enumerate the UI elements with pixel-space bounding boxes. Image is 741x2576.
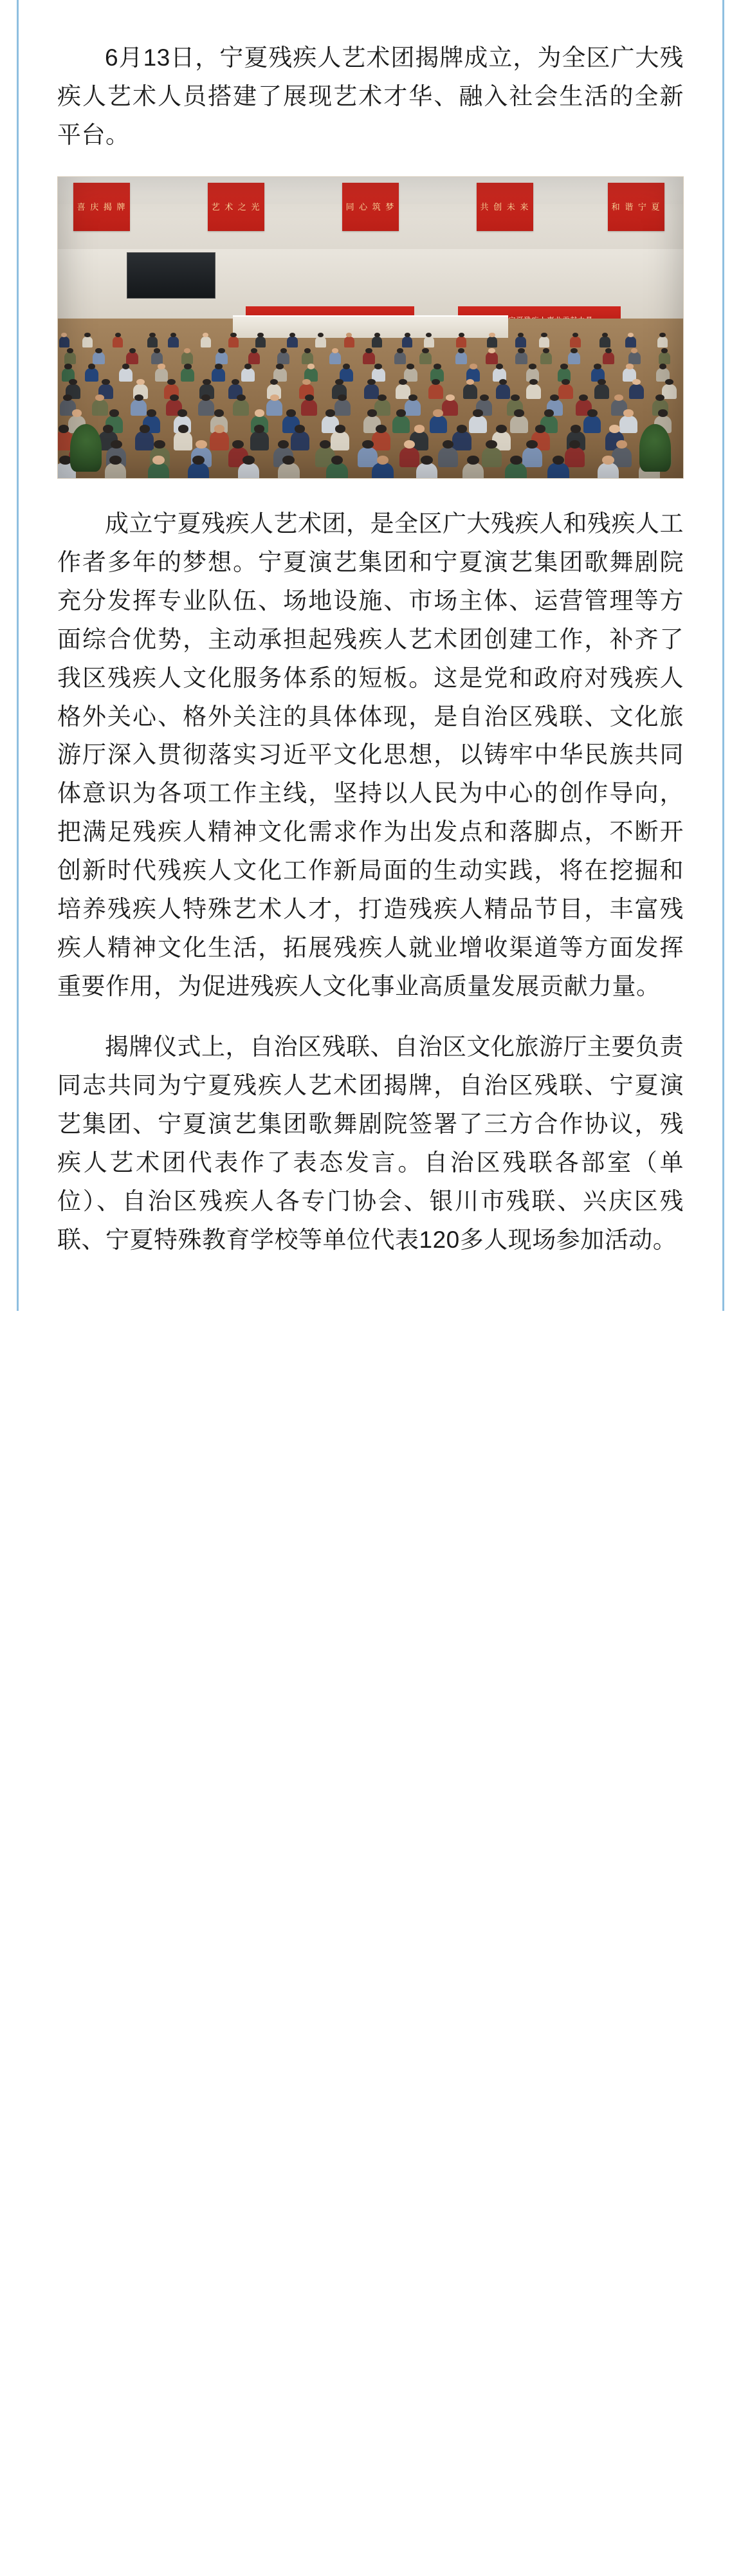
photo-audience-head bbox=[541, 333, 547, 337]
photo-audience-person bbox=[93, 352, 105, 364]
photo-audience-person bbox=[558, 384, 573, 399]
photo-audience-head bbox=[602, 456, 614, 465]
photo-audience-person bbox=[363, 352, 375, 364]
photo-audience-person bbox=[250, 431, 269, 450]
photo-audience-person bbox=[430, 416, 447, 433]
photo-audience-person bbox=[659, 352, 671, 364]
photo-audience-head bbox=[446, 394, 455, 402]
photo-audience-person bbox=[419, 352, 432, 364]
photo-audience-person bbox=[119, 368, 133, 382]
photo-audience-head bbox=[571, 348, 577, 353]
photo-audience-head bbox=[122, 364, 130, 369]
photo-audience-head bbox=[408, 394, 417, 402]
photo-audience-person bbox=[599, 337, 610, 347]
photo-audience-head bbox=[659, 364, 667, 369]
photo-audience-head bbox=[242, 456, 255, 465]
photo-audience-person bbox=[603, 352, 615, 364]
photo-audience-person bbox=[302, 352, 314, 364]
photo-audience-head bbox=[632, 379, 641, 385]
photo-audience-person bbox=[248, 352, 261, 364]
photo-audience-person bbox=[463, 384, 478, 399]
photo-audience-person bbox=[505, 463, 526, 477]
photo-audience-head bbox=[571, 425, 581, 432]
photo-audience-head bbox=[414, 425, 425, 432]
photo-audience-head bbox=[332, 348, 338, 353]
photo-audience-head bbox=[111, 440, 122, 449]
photo-audience-head bbox=[422, 348, 428, 353]
photo-audience-head bbox=[343, 364, 351, 369]
photo-audience-head bbox=[129, 348, 136, 353]
photo-audience-person bbox=[515, 337, 526, 347]
photo-audience-person bbox=[344, 337, 355, 347]
photo-audience-person bbox=[372, 463, 393, 477]
photo-audience-head bbox=[496, 425, 506, 432]
photo-audience-head bbox=[374, 364, 382, 369]
photo-audience-head bbox=[470, 364, 477, 369]
photo-audience-person bbox=[331, 431, 349, 450]
article-body bbox=[17, 0, 724, 1311]
photo-screen bbox=[127, 252, 215, 299]
photo-banner-2: 艺 术 之 光 bbox=[208, 183, 264, 231]
photo-audience-head bbox=[365, 348, 372, 353]
photo-audience-head bbox=[149, 333, 155, 337]
photo-audience-head bbox=[140, 425, 150, 432]
photo-audience-head bbox=[376, 425, 386, 432]
photo-plant-left bbox=[70, 424, 102, 472]
photo-audience-person bbox=[135, 431, 154, 450]
photo-audience-head bbox=[215, 364, 223, 369]
photo-audience-head bbox=[178, 425, 188, 432]
photo-audience-person bbox=[657, 337, 668, 347]
photo-audience-person bbox=[126, 352, 138, 364]
photo-audience-person bbox=[424, 337, 435, 347]
photo-audience-head bbox=[377, 456, 389, 465]
paragraph-2: 成立宁夏残疾人艺术团，是全区广大残疾人和残疾人工作者多年的梦想。宁夏演艺集团和宁夏演艺集团歌舞剧院充分发挥专业队伍、场地设施、市场主体、运营管理等方面综合优势，主动承担起残疾人艺术团创建工作，补齐了我区残疾人文化服务体系的短板。这是党和政府对残疾人格外关心、格外关注的具体体现，是自治区残联、文化旅游厅深入贯彻落实习近平文化思想，以铸牢中华民族共同体意识为各项工作主线，坚持以人民为中心的创作导向，把满足残疾人精神文化需求作为出发点和落脚点，不断开创新时代残疾人文化工作新局面的生动实践，将在挖掘和培养残疾人特殊艺术人才，打造残疾人精品节目，丰富残疾人精神文化生活，拓展残疾人就业增收渠道等方面发挥重要作用，为促进残疾人文化事业高质量发展贡献力量。 bbox=[57, 510, 684, 1000]
photo-banner-4: 共 创 未 来 bbox=[477, 183, 533, 231]
article-figure bbox=[57, 176, 684, 479]
photo-audience-person bbox=[105, 463, 126, 477]
photo-audience-head bbox=[84, 333, 90, 337]
photo-audience-head bbox=[623, 409, 633, 416]
photo-audience-person bbox=[628, 352, 641, 364]
photo-audience-head bbox=[658, 409, 668, 416]
photo-audience-head bbox=[214, 409, 224, 416]
photo-audience-person bbox=[85, 368, 98, 382]
photo-audience-head bbox=[214, 425, 224, 432]
photo-audience-head bbox=[109, 409, 119, 416]
photo-audience-person bbox=[233, 400, 249, 416]
photo-audience-person bbox=[482, 447, 502, 468]
photo-audience-person bbox=[428, 384, 443, 399]
photo-audience-head bbox=[421, 456, 433, 465]
photo-audience-head bbox=[661, 348, 668, 353]
photo-audience-head bbox=[433, 409, 443, 416]
photo-audience-person bbox=[212, 368, 225, 382]
photo-audience-person bbox=[594, 384, 609, 399]
photo-audience-head bbox=[167, 379, 176, 385]
photo-audience-person bbox=[496, 384, 511, 399]
photo-audience-person bbox=[181, 368, 194, 382]
photo-audience-head bbox=[434, 364, 441, 369]
photo-plant-right bbox=[639, 424, 671, 472]
photo-audience-person bbox=[131, 400, 147, 416]
photo-banner-1: 喜 庆 揭 牌 bbox=[73, 183, 129, 231]
photo-audience-person bbox=[168, 337, 179, 347]
photo-audience-head bbox=[562, 379, 570, 385]
photo-audience-person bbox=[329, 352, 342, 364]
photo-audience-head bbox=[396, 409, 406, 416]
photo-audience-head bbox=[543, 348, 549, 353]
photo-audience-head bbox=[305, 394, 314, 402]
paragraph-1: 6月13日，宁夏残疾人艺术团揭牌成立，为全区广大残疾人艺术人员搭建了展现艺术才华、融入社会生活的全新平台。 bbox=[57, 44, 684, 148]
photo-audience-person bbox=[198, 400, 214, 416]
photo-audience-head bbox=[254, 425, 264, 432]
photo-audience-head bbox=[626, 364, 634, 369]
photo-audience-person bbox=[392, 416, 410, 433]
photo-audience-person bbox=[188, 463, 209, 477]
photo-audience bbox=[58, 328, 683, 478]
photo-audience-head bbox=[88, 364, 96, 369]
photo-audience-person bbox=[174, 431, 192, 450]
photo-audience-person bbox=[598, 463, 619, 477]
photo-audience-head bbox=[59, 425, 69, 432]
photo-audience-person bbox=[540, 352, 553, 364]
photo-audience-person bbox=[287, 337, 298, 347]
photo-audience-head bbox=[103, 425, 113, 432]
photo-audience-head bbox=[257, 333, 263, 337]
photo-audience-head bbox=[510, 456, 522, 465]
photo-audience-person bbox=[372, 431, 390, 450]
photo-audience-person bbox=[301, 400, 317, 416]
photo-audience-head bbox=[514, 409, 524, 416]
photo-audience-person bbox=[181, 352, 194, 364]
photo-audience-head bbox=[237, 394, 246, 402]
photo-audience-head bbox=[64, 364, 72, 369]
photo-audience-head bbox=[307, 364, 315, 369]
photo-audience-person bbox=[402, 337, 413, 347]
photo-audience-head bbox=[553, 456, 565, 465]
photo-audience-head bbox=[473, 409, 482, 416]
photo-audience-person bbox=[372, 337, 383, 347]
photo-audience-head bbox=[518, 348, 524, 353]
photo-audience-person bbox=[148, 463, 169, 477]
photo-audience-person bbox=[228, 337, 239, 347]
photo-audience-person bbox=[277, 352, 289, 364]
photo-audience-person bbox=[113, 337, 124, 347]
photo-audience-person bbox=[619, 416, 637, 433]
photo-audience-person bbox=[151, 352, 163, 364]
photo-audience-head bbox=[605, 348, 612, 353]
photo-audience-person bbox=[526, 384, 541, 399]
photo-audience-person bbox=[486, 352, 498, 364]
photo-audience-head bbox=[59, 456, 71, 465]
photo-audience-head bbox=[587, 409, 597, 416]
photo-audience-head bbox=[535, 425, 545, 432]
photo-audience-head bbox=[325, 409, 335, 416]
photo-audience-person bbox=[455, 352, 468, 364]
photo-audience-head bbox=[459, 333, 464, 337]
photo-banner-5: 和 谐 宁 夏 bbox=[608, 183, 664, 231]
photo-audience-head bbox=[152, 456, 165, 465]
photo-audience-person bbox=[629, 384, 644, 399]
photo-banner-3: 同 心 筑 梦 bbox=[342, 183, 398, 231]
photo-audience-person bbox=[547, 463, 569, 477]
photo-audience-person bbox=[238, 463, 259, 477]
photo-audience-person bbox=[201, 337, 212, 347]
photo-audience-head bbox=[529, 364, 536, 369]
photo-audience-head bbox=[544, 409, 554, 416]
photo-audience-head bbox=[95, 348, 102, 353]
photo-audience-head bbox=[407, 364, 414, 369]
photo-audience-person bbox=[462, 463, 484, 477]
photo-audience-person bbox=[155, 368, 169, 382]
photo-audience-person bbox=[92, 400, 108, 416]
photo-audience-person bbox=[210, 431, 228, 450]
photo-audience-person bbox=[565, 447, 585, 468]
paragraph-3: 揭牌仪式上，自治区残联、自治区文化旅游厅主要负责同志共同为宁夏残疾人艺术团揭牌，自治区残联、宁夏演艺集团、宁夏演艺集团歌舞剧院签署了三方合作协议，残疾人艺术团代表作了表态发言。自治区残联各部室（单位）、自治区残疾人各专门协会、银川市残联、兴庆区残联、宁夏特殊教育学校等单位代表120多人现场参加活动。 bbox=[57, 1033, 684, 1253]
photo-audience-head bbox=[102, 379, 110, 385]
photo-audience-head bbox=[178, 409, 187, 416]
photo-audience-head bbox=[480, 394, 489, 402]
photo-audience-head bbox=[184, 364, 192, 369]
photo-audience-head bbox=[609, 425, 619, 432]
photo-audience-head bbox=[230, 333, 236, 337]
conference-photo bbox=[57, 176, 684, 479]
photo-audience-head bbox=[192, 456, 205, 465]
photo-audience-head bbox=[467, 456, 479, 465]
photo-audience-head bbox=[594, 364, 601, 369]
photo-audience-head bbox=[489, 333, 495, 337]
photo-audience-head bbox=[63, 394, 72, 402]
photo-audience-person bbox=[456, 337, 467, 347]
photo-audience-head bbox=[270, 394, 279, 402]
photo-audience-head bbox=[255, 409, 264, 416]
photo-audience-person bbox=[255, 337, 266, 347]
photo-audience-head bbox=[665, 379, 673, 385]
photo-audience-person bbox=[487, 337, 498, 347]
photo-audience-person bbox=[510, 416, 527, 433]
photo-audience-person bbox=[394, 352, 407, 364]
photo-audience-head bbox=[511, 394, 520, 402]
photo-audience-person bbox=[399, 447, 419, 468]
photo-audience-head bbox=[295, 425, 305, 432]
photo-audience-head bbox=[158, 364, 165, 369]
photo-audience-person bbox=[568, 352, 580, 364]
photo-audience-head bbox=[218, 348, 224, 353]
photo-audience-head bbox=[115, 333, 121, 337]
photo-audience-person bbox=[522, 447, 542, 468]
photo-audience-person bbox=[364, 384, 379, 399]
photo-audience-person bbox=[278, 463, 299, 477]
photo-audience-head bbox=[362, 440, 374, 449]
photo-audience-head bbox=[304, 348, 311, 353]
photo-audience-head bbox=[72, 409, 82, 416]
photo-audience-head bbox=[67, 348, 73, 353]
photo-audience-head bbox=[134, 394, 143, 402]
photo-audience-person bbox=[583, 416, 601, 433]
photo-audience-person bbox=[215, 352, 228, 364]
photo-audience-person bbox=[405, 400, 421, 416]
photo-audience-head bbox=[335, 425, 345, 432]
photo-audience-head bbox=[374, 333, 380, 337]
photo-audience-head bbox=[598, 379, 606, 385]
photo-audience-person bbox=[625, 337, 636, 347]
photo-audience-person bbox=[315, 337, 326, 347]
photo-audience-person bbox=[326, 463, 347, 477]
photo-audience-head bbox=[280, 348, 287, 353]
photo-audience-person bbox=[452, 431, 471, 450]
photo-audience-person bbox=[241, 368, 255, 382]
photo-audience-person bbox=[147, 337, 158, 347]
photo-audience-head bbox=[170, 394, 179, 402]
photo-audience-person bbox=[539, 337, 550, 347]
photo-audience-head bbox=[276, 364, 284, 369]
photo-audience-person bbox=[515, 352, 527, 364]
photo-audience-head bbox=[367, 409, 377, 416]
photo-audience-head bbox=[457, 425, 467, 432]
photo-audience-person bbox=[416, 463, 437, 477]
photo-audience-head bbox=[405, 333, 410, 337]
photo-audience-person bbox=[442, 400, 458, 416]
photo-audience-person bbox=[570, 337, 581, 347]
photo-audience-head bbox=[488, 348, 495, 353]
photo-audience-head bbox=[496, 364, 504, 369]
photo-audience-head bbox=[109, 456, 122, 465]
photo-audience-person bbox=[266, 400, 282, 416]
photo-audience-person bbox=[82, 337, 93, 347]
photo-audience-head bbox=[154, 348, 160, 353]
photo-audience-person bbox=[438, 447, 458, 468]
photo-audience-head bbox=[560, 364, 568, 369]
photo-audience-head bbox=[302, 379, 311, 385]
photo-audience-person bbox=[59, 337, 70, 347]
photo-audience-person bbox=[334, 400, 351, 416]
photo-audience-head bbox=[659, 333, 665, 337]
photo-audience-person bbox=[64, 352, 77, 364]
photo-audience-person bbox=[291, 431, 309, 450]
photo-audience-head bbox=[244, 364, 252, 369]
photo-audience-person bbox=[469, 416, 486, 433]
